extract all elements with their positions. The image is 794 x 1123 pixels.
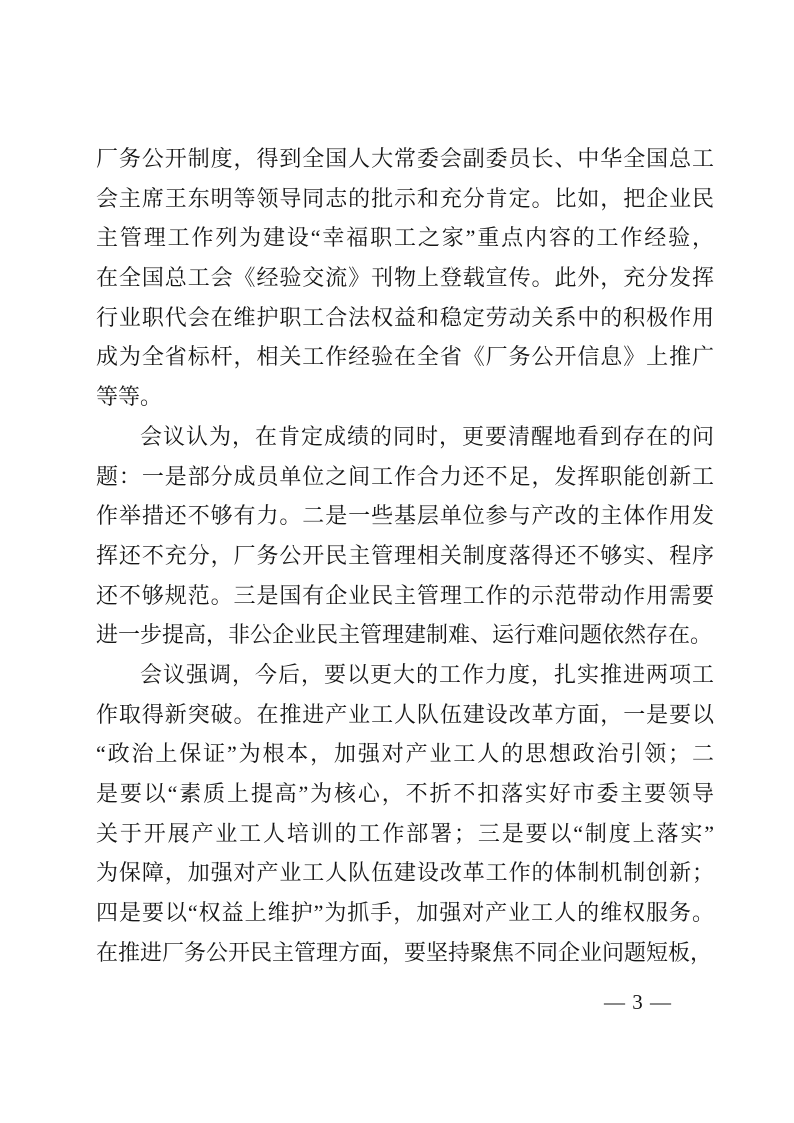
text-line: 厂务公开制度，得到全国人大常委会副委员长、中华全国总工 [96,146,714,171]
text-line: 是要以“素质上提高”为核心，不折不扣落实好市委主要领导 [96,781,714,806]
document-body [96,139,714,972]
text-line: 作举措还不够有力。二是一些基层单位参与产改的主体作用发 [96,503,714,529]
text-line: 成为全省标杆，相关工作经验在全省《厂务公开信息》上推广 [96,344,714,370]
text-line: 挥还不充分，厂务公开民主管理相关制度落得还不够实、程序 [96,542,714,568]
text-line: “政治上保证”为根本，加强对产业工人的思想政治引领；二 [96,741,714,767]
text-line: 进一步提高，非公企业民主管理建制难、运行难问题依然存在。 [96,622,713,648]
text-line: 四是要以“权益上维护”为抓手，加强对产业工人的维权服务。 [96,900,714,926]
text-line: 还不够规范。三是国有企业民主管理工作的示范带动作用需要 [96,582,714,608]
text-line: 为保障，加强对产业工人队伍建设改革工作的体制机制创新； [96,860,714,886]
body-paragraph [96,655,714,973]
text-line: 在推进厂务公开民主管理方面，要坚持聚焦不同企业问题短板， [96,939,713,965]
text-line: 会主席王东明等领导同志的批示和充分肯定。比如，把企业民 [96,185,714,211]
text-line: 行业职代会在维护职工合法权益和稳定劳动关系中的积极作用 [96,304,714,330]
text-line: 作取得新突破。在推进产业工人队伍建设改革方面，一是要以 [96,701,714,727]
page-number: — 3 — [604,990,672,1014]
text-line: 会议强调，今后，要以更大的工作力度，扎实推进两项工 [140,661,714,687]
body-paragraph [96,139,714,417]
text-line: 主管理工作列为建设“幸福职工之家”重点内容的工作经验， [96,225,714,251]
body-paragraph [96,417,714,655]
text-line: 在全国总工会《经验交流》刊物上登载宣传。此外，充分发挥 [96,265,714,291]
text-line: 等等。 [96,384,163,410]
text-line: 关于开展产业工人培训的工作部署；三是要以“制度上落实” [96,820,714,846]
text-line: 会议认为，在肯定成绩的同时，更要清醒地看到存在的问 [140,423,714,449]
text-line: 题：一是部分成员单位之间工作合力还不足，发挥职能创新工 [96,463,714,489]
